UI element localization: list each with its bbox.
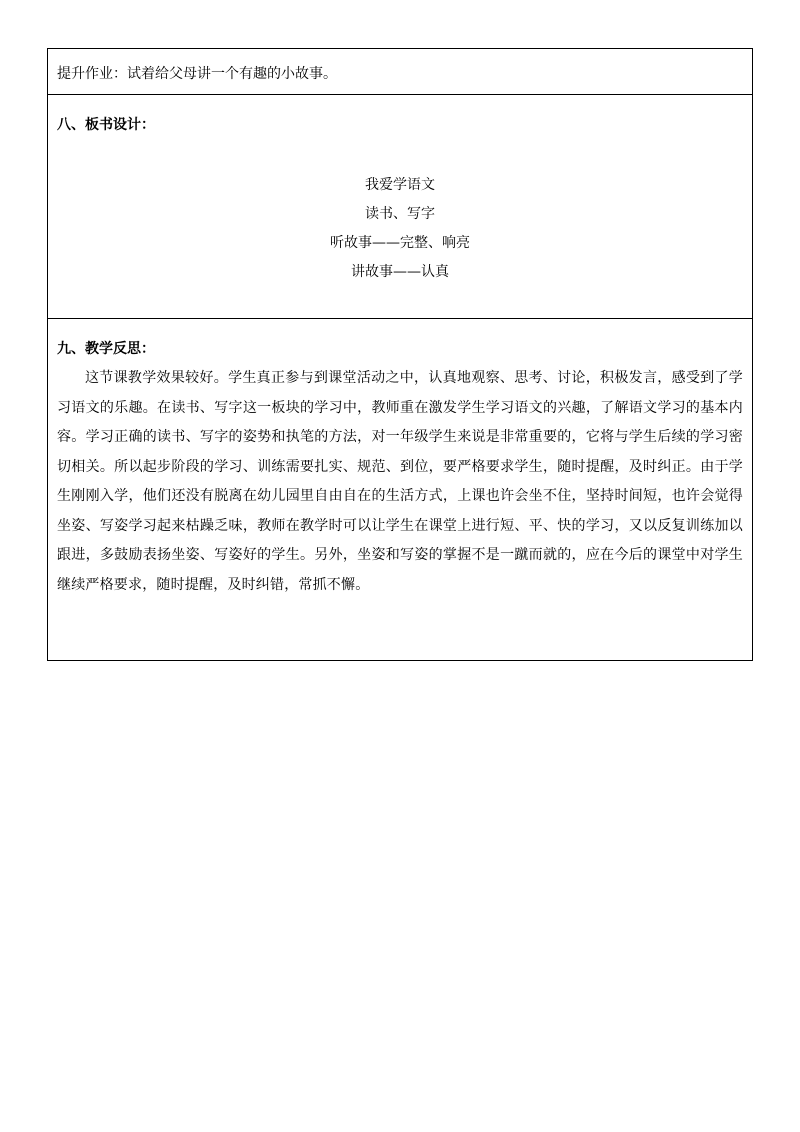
reflection-body: 这节课教学效果较好。学生真正参与到课堂活动之中，认真地观察、思考、讨论，积极发言，感受到了学习语文的乐趣。在读书、写字这一板块的学习中，教师重在激发学生学习语文的兴趣，了解语文学习的基本内容。学习正确的读书、写字的姿势和执笔的方法，对一年级学生来说是非常重要的，它将与学生后续的学习密切相关。所以起步阶段的学习、训练需要扎实、规范、到位，要严格要求学生，随时提醒，及时纠正。由于学生刚刚入学，他们还没有脱离在幼儿园里自由自在的生活方式，上课也许会坐不住，坚持时间短，也许会觉得坐姿、写姿学习起来枯躁乏味，教师在教学时可以让学生在课堂上进行短、平、快的学习，又以反复训练加以跟进，多鼓励表扬坐姿、写姿好的学生。另外，坐姿和写姿的掌握不是一蹴而就的，应在今后的课堂中对学生继续严格要求，随时提醒，及时纠错，常抓不懈。 — [57, 370, 743, 593]
board-line: 我爱学语文 — [365, 177, 435, 193]
reflection-heading: 九、教学反思： — [57, 341, 155, 357]
homework-text: 提升作业：试着给父母讲一个有趣的小故事。 — [57, 66, 337, 82]
board-design-section — [48, 95, 752, 319]
board-line: 听故事——完整、响亮 — [330, 235, 470, 251]
board-line: 讲故事——认真 — [351, 264, 449, 280]
board-design-heading: 八、板书设计： — [57, 117, 155, 133]
lesson-plan-table — [47, 48, 753, 661]
reflection-section — [48, 319, 752, 660]
homework-row — [48, 49, 752, 95]
board-line: 读书、写字 — [365, 206, 435, 222]
board-design-content — [57, 171, 743, 287]
